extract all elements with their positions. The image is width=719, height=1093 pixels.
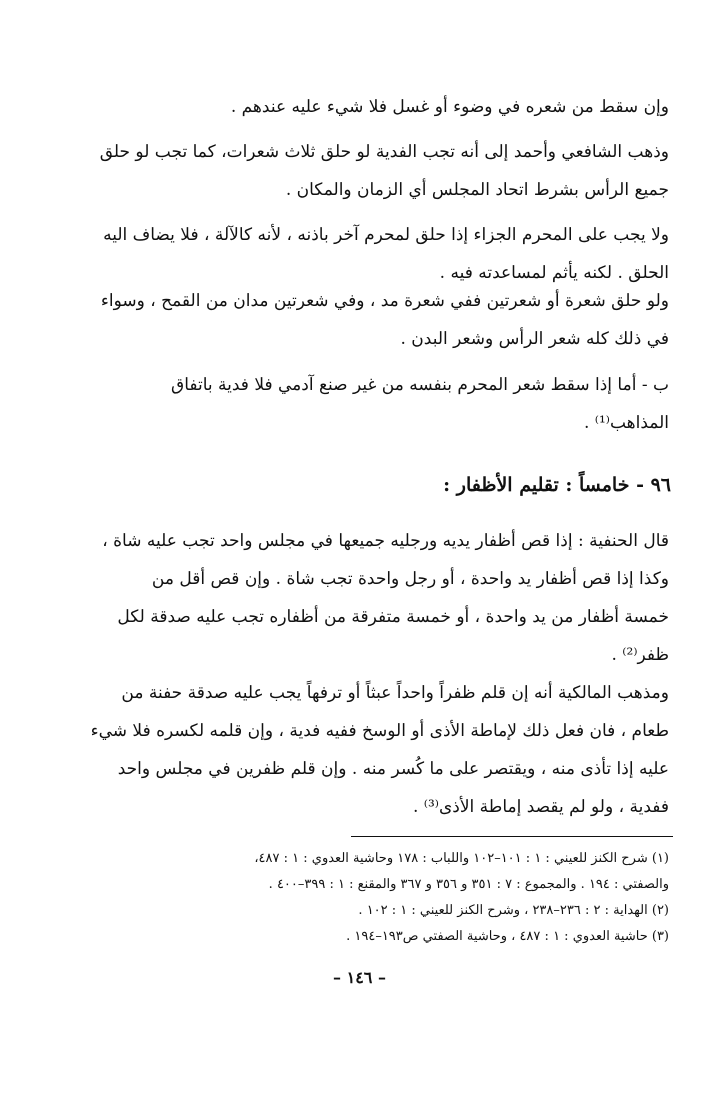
text-line: في ذلك كله شعر الرأس وشعر البدن . — [400, 329, 669, 349]
paragraph-shafii-ahmad — [47, 133, 669, 209]
text-line: الحلق . لكنه يأثم لمساعدته فيه . — [439, 263, 669, 283]
paragraph-one-two-hairs — [47, 282, 669, 358]
text-line: ب - أما إذا سقط شعر المحرم بنفسه من غير صنع آدمي فلا فدية باتفاق — [171, 375, 669, 395]
text-line: وذهب الشافعي وأحمد إلى أنه تجب الفدية لو حلق ثلاث شعرات، كما تجب لو حلق — [99, 142, 669, 162]
text-line: طعام ، فان فعل ذلك لإماطة الأذى أو الوسخ ففيه فدية ، وإن قلمه لكسره فلا شيء — [90, 721, 669, 741]
footnote-line: (٣) حاشية العدوي : ١ : ٤٨٧ ، وحاشية الصفتي ص١٩٣–١٩٤ . — [346, 929, 669, 944]
text-line: ولا يجب على المحرم الجزاء إذا حلق لمحرم آخر باذنه ، لأنه كالآلة ، فلا يضاف اليه — [103, 225, 669, 245]
text-line: خمسة أظفار من يد واحدة ، أو خمسة متفرقة من أظفاره تجب عليه صدقة لكل — [117, 607, 669, 627]
section-heading: ٩٦ - خامساً : تقليم الأظفار : — [443, 474, 671, 496]
text-line: وإن سقط من شعره في وضوء أو غسل فلا شيء عليه عندهم . — [230, 97, 669, 117]
text-line: المذاهب⁽¹⁾ . — [583, 413, 669, 433]
text-line: جميع الرأس بشرط اتحاد المجلس أي الزمان والمكان . — [285, 180, 669, 200]
text-line: وكذا إذا قص أظفار يد واحدة ، أو رجل واحدة تجب شاة . وإن قص أقل من — [151, 569, 669, 589]
footnote-line: (٢) الهداية : ٢ : ٢٣٦–٢٣٨ ، وشرح الكنز للعيني : ١ : ١٠٢ . — [358, 903, 669, 918]
paragraph-natural-fall — [47, 366, 669, 442]
page-number: – ١٤٦ – — [333, 968, 386, 987]
text-line: قال الحنفية : إذا قص أظفار يديه ورجليه جميعها في مجلس واحد تجب عليه شاة ، — [102, 531, 669, 551]
text-line: ومذهب المالكية أنه إن قلم ظفراً واحداً عبثاً أو ترفهاً يجب عليه صدقة حفنة من — [121, 683, 669, 703]
text-line: ففدية ، ولو لم يقصد إماطة الأذى⁽³⁾ . — [412, 797, 669, 817]
footnotes — [44, 846, 669, 950]
text-line: عليه إذا تأذى منه ، ويقتصر على ما كُسر منه . وإن قلم ظفرين في مجلس واحد — [117, 759, 669, 779]
text-line: ولو حلق شعرة أو شعرتين ففي شعرة مد ، وفي شعرتين مدان من القمح ، وسواء — [100, 291, 669, 311]
footnote-line: والصفتي : ١٩٤ . والمجموع : ٧ : ٣٥١ و ٣٥٦ و ٣٦٧ والمقنع : ١ : ٣٩٩–٤٠٠ . — [268, 877, 669, 892]
paragraph-maliki — [47, 674, 669, 826]
paragraph-hair-fall — [47, 88, 669, 126]
paragraph-hanafi — [47, 522, 669, 674]
paragraph-shaving-another — [47, 216, 669, 292]
footnote-divider — [351, 836, 673, 837]
footnote-line: (١) شرح الكنز للعيني : ١ : ١٠١–١٠٢ واللباب : ١٧٨ وحاشية العدوي : ١ : ٤٨٧، — [254, 851, 669, 866]
text-line: ظفر⁽²⁾ . — [611, 645, 669, 665]
